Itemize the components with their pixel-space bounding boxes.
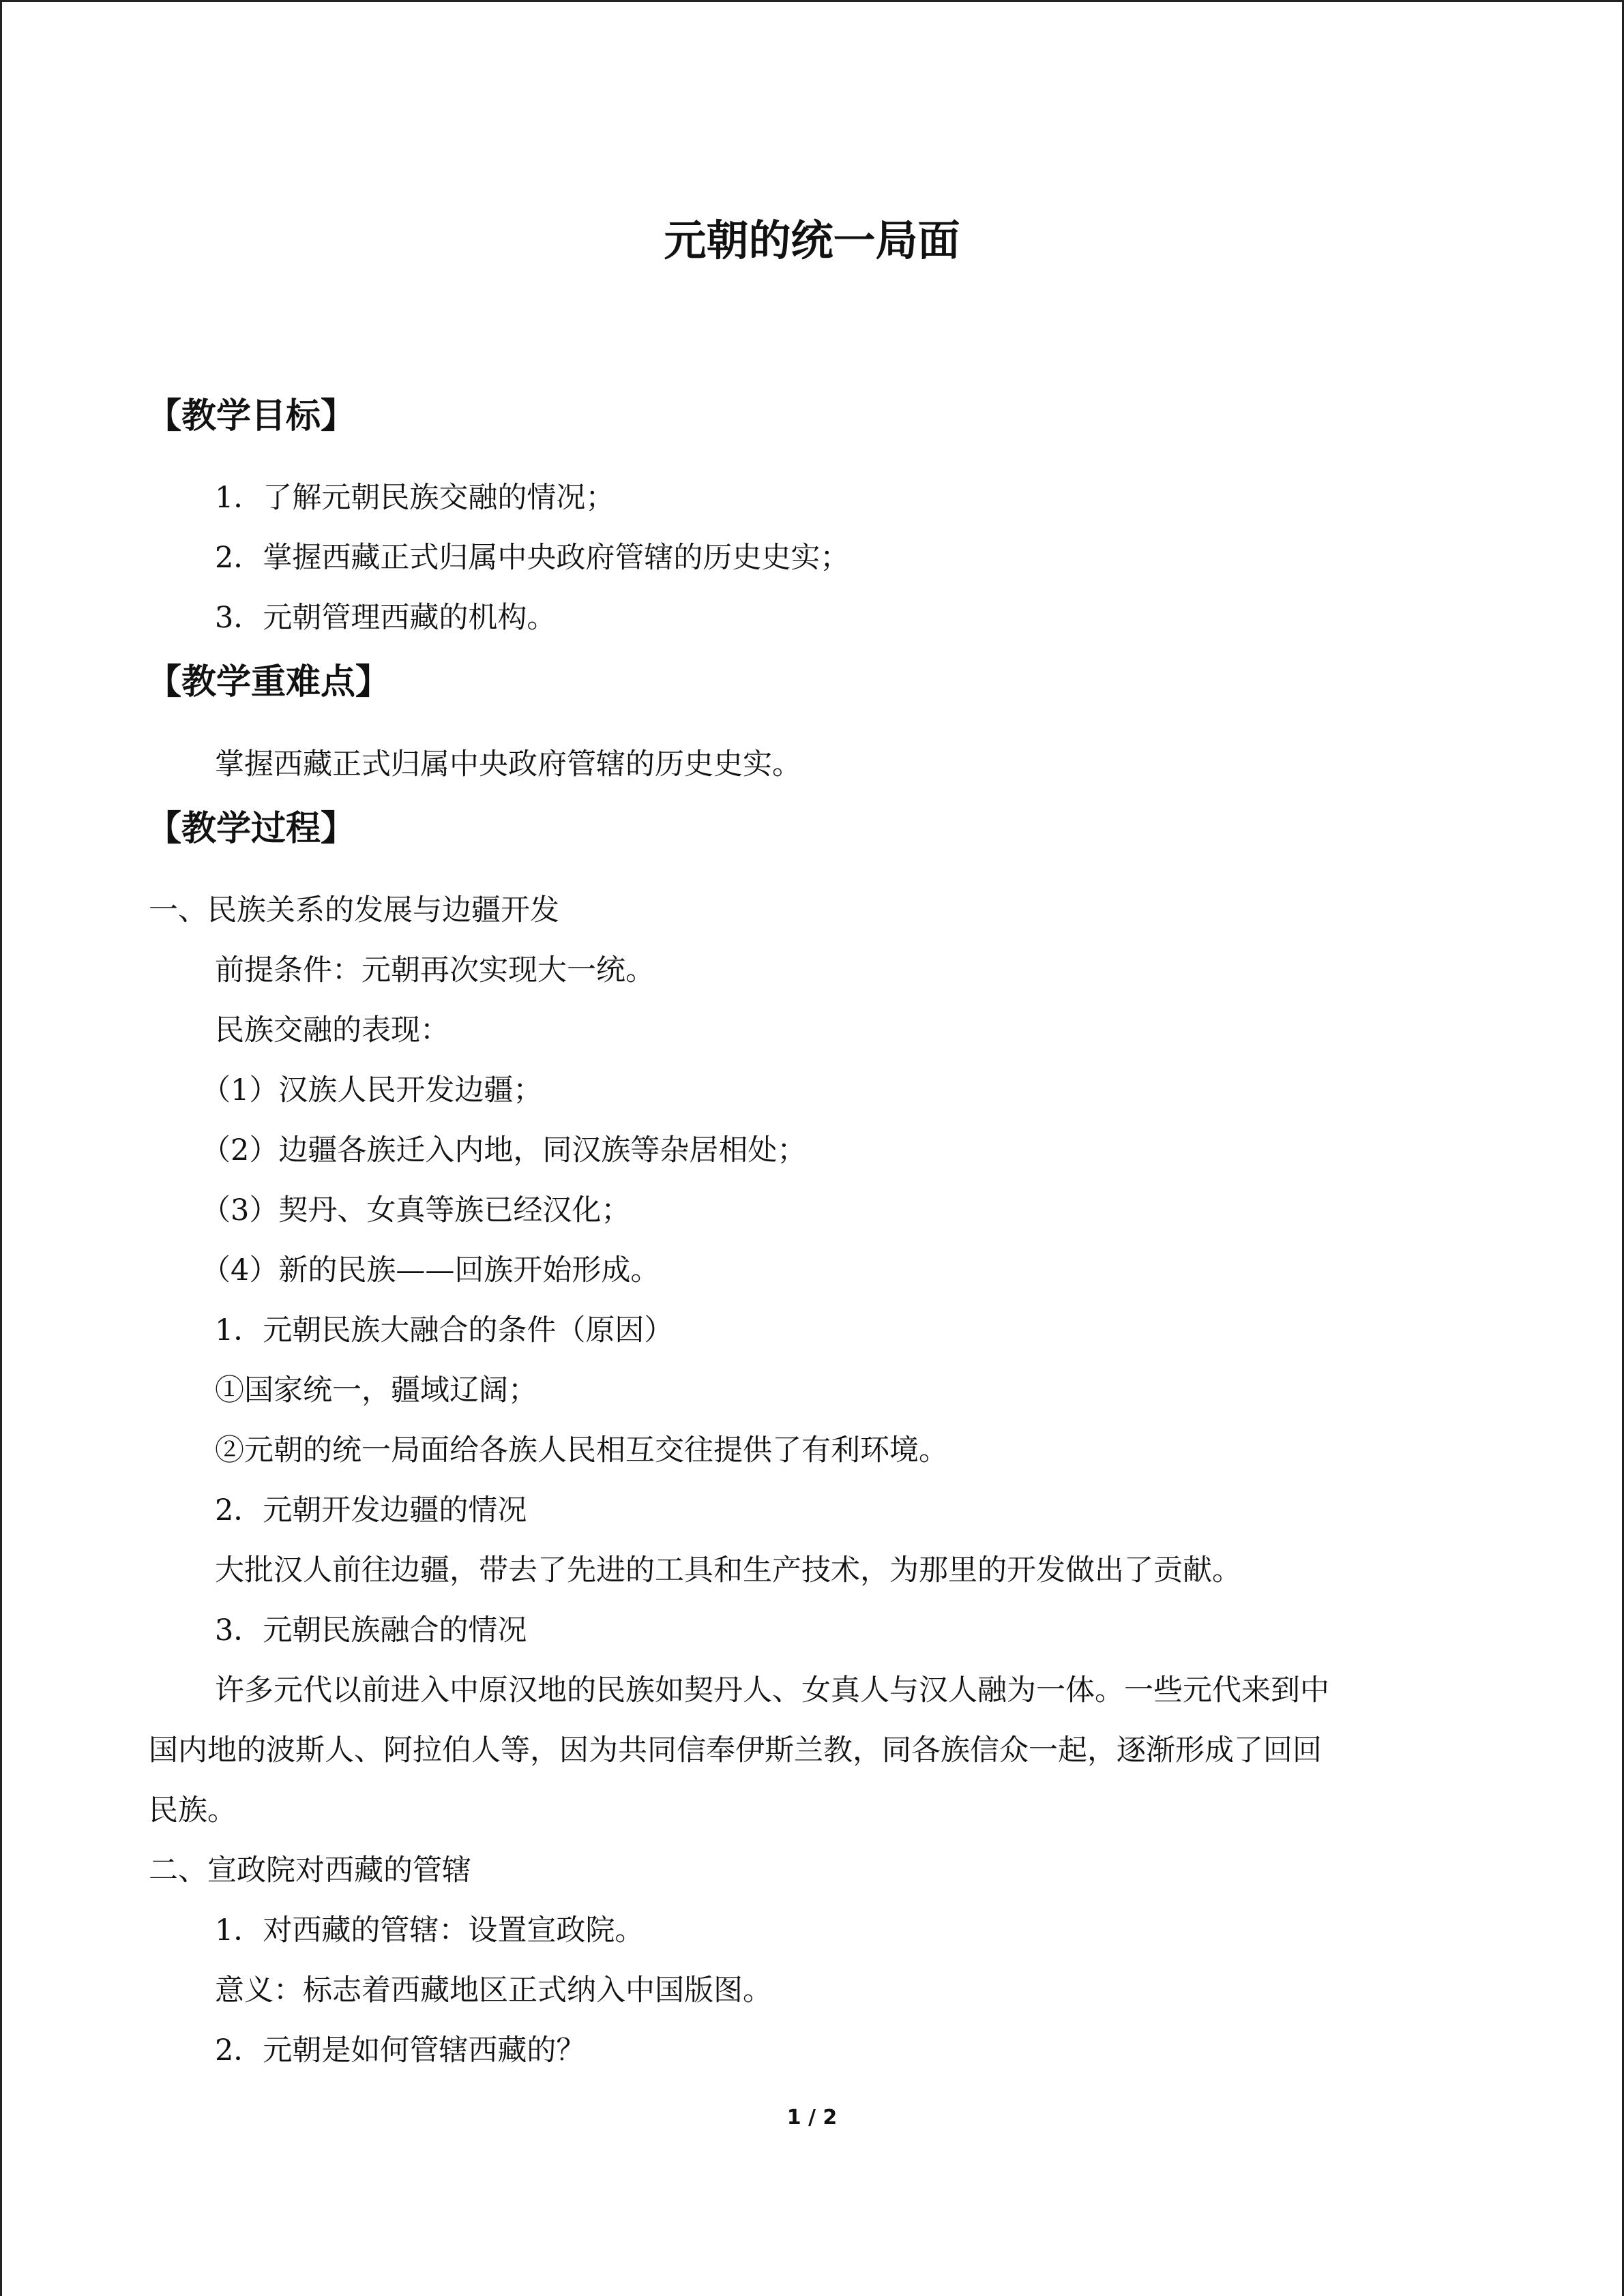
heading-objectives: 【教学目标】 [147,396,356,436]
fusion-paragraph-line: 许多元代以前进入中原汉地的民族如契丹人、女真人与汉人融为一体。一些元代来到中 [215,1673,1329,1708]
part1-title: 一、民族关系的发展与边疆开发 [149,893,559,927]
part2-title: 二、宣政院对西藏的管辖 [149,1853,471,1888]
tibet-admin-text: 1．对西藏的管辖：设置宣政院。 [215,1913,645,1948]
document-title: 元朝的统一局面 [664,215,960,265]
heading-process: 【教学过程】 [147,809,356,849]
fusion-paragraph-line: 国内地的波斯人、阿拉伯人等，因为共同信奉伊斯兰教，同各族信众一起，逐渐形成了回回 [149,1733,1322,1768]
manifest-label: 民族交融的表现： [215,1013,449,1047]
objective-item: 3．元朝管理西藏的机构。 [215,601,557,635]
significance-text: 意义：标志着西藏地区正式纳入中国版图。 [215,1973,772,2008]
objective-item: 2．掌握西藏正式归属中央政府管辖的历史史实； [215,541,850,575]
question-text: 2．元朝是如何管辖西藏的？ [215,2033,586,2068]
manifest-item: （1）汉族人民开发边疆； [201,1073,543,1107]
page-number: 1 / 2 [786,2106,838,2130]
border-title: 2．元朝开发边疆的情况 [215,1493,527,1527]
border-text: 大批汉人前往边疆，带去了先进的工具和生产技术，为那里的开发做出了贡献。 [215,1553,1241,1587]
condition-item: ①国家统一，疆域辽阔； [215,1373,537,1407]
condition-title: 1．元朝民族大融合的条件（原因） [215,1313,674,1347]
premise-text: 前提条件：元朝再次实现大一统。 [215,953,655,987]
objective-item: 1．了解元朝民族交融的情况； [215,481,615,515]
manifest-item: （4）新的民族——回族开始形成。 [201,1253,660,1287]
condition-item: ②元朝的统一局面给各族人民相互交往提供了有利环境。 [215,1433,948,1467]
manifest-item: （2）边疆各族迁入内地，同汉族等杂居相处； [201,1133,807,1167]
manifest-item: （3）契丹、女真等族已经汉化； [201,1193,631,1227]
heading-key-points: 【教学重难点】 [147,662,391,702]
fusion-paragraph-line: 民族。 [149,1793,237,1828]
key-points-text: 掌握西藏正式归属中央政府管辖的历史史实。 [215,747,801,781]
fusion-title: 3．元朝民族融合的情况 [215,1613,527,1648]
